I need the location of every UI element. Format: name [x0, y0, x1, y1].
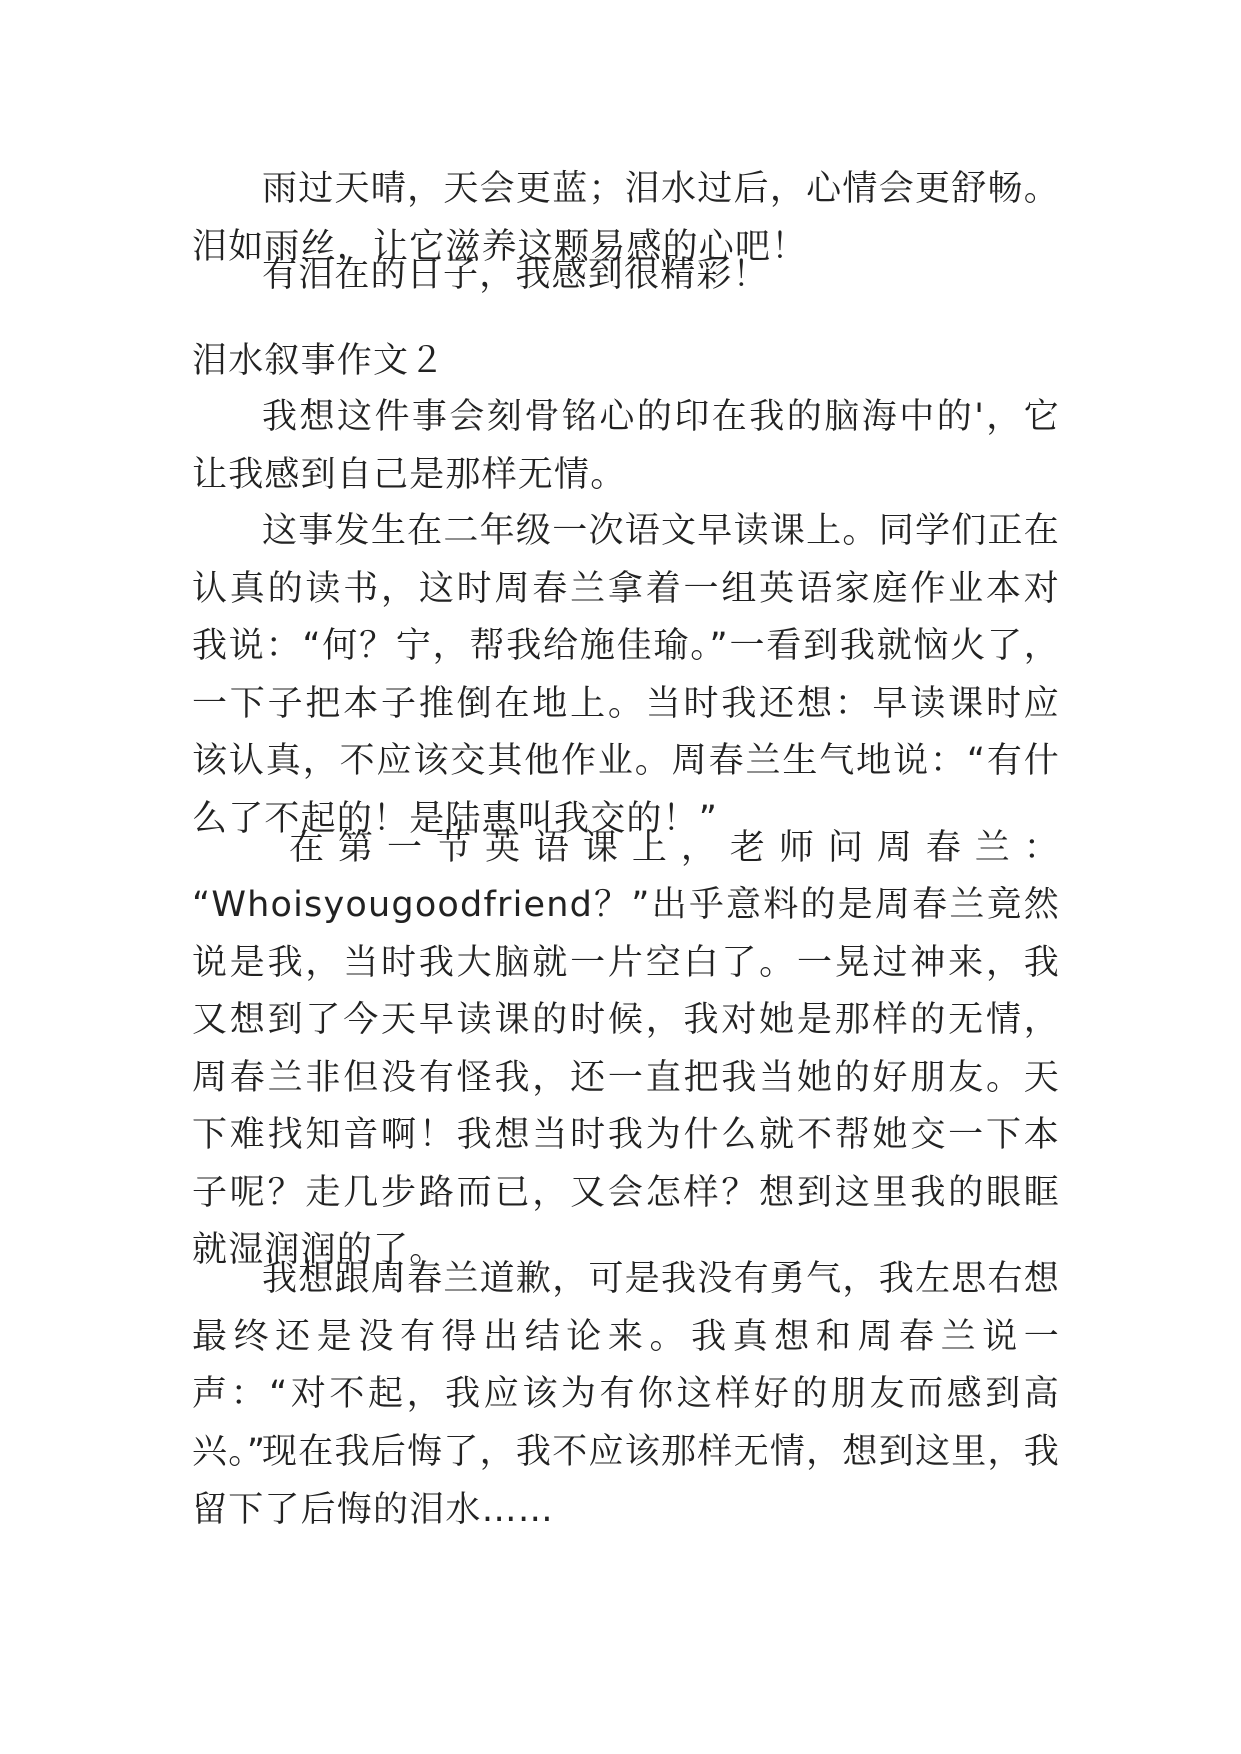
paragraph-3: 我想这件事会刻骨铭心的印在我的脑海中的'，它让我感到自己是那样无情。: [192, 397, 1060, 495]
paragraph-1: 雨过天晴，天会更蓝；泪水过后，心情会更舒畅。泪如雨丝，让它滋养这颗易感的心吧！: [192, 169, 1060, 267]
paragraph-2: 有泪在的日子，我感到很精彩！: [262, 255, 769, 295]
paragraph-4: 这事发生在二年级一次语文早读课上。同学们正在认真的读书，这时周春兰拿着一组英语家庭作业本对我说：“何？宁，帮我给施佳瑜。”一看到我就恼火了，一下子把本子推倒在地上。当时我还想：早读课时应该认真，不应该交其他作业。周春兰生气地说：“有什么了不起的！是陆惠叫我交的！”: [192, 511, 1060, 839]
paragraph-7: 现在我后悔了，我不应该那样无情，想到这里，我留下了后悔的泪水……: [192, 1432, 1060, 1530]
paragraph-6: 我想跟周春兰道歉，可是我没有勇气，我左思右想最终还是没有得出结论来。我真想和周春兰说一声：“对不起，我应该为有你这样好的朋友而感到高兴。”: [192, 1259, 1060, 1472]
section-title: 泪水叙事作文２: [192, 341, 446, 381]
paragraph-5: “Whoisyougoodfriend？”出乎意料的是周春兰竟然说是我，当时我大脑就一片空白了。一晃过神来，我又想到了今天早读课的时候，我对她是那样的无情，周春兰非但没有怪我，还一直把我当她的好朋友。天下难找知音啊！我想当时我为什么就不帮她交一下本子呢？走几步路而已，又会怎样？想到这里我的眼眶就湿润润的了。: [192, 885, 1060, 1270]
paragraph-5-first-line: 在第一节英语课上，老师问周春兰：: [289, 828, 1060, 868]
